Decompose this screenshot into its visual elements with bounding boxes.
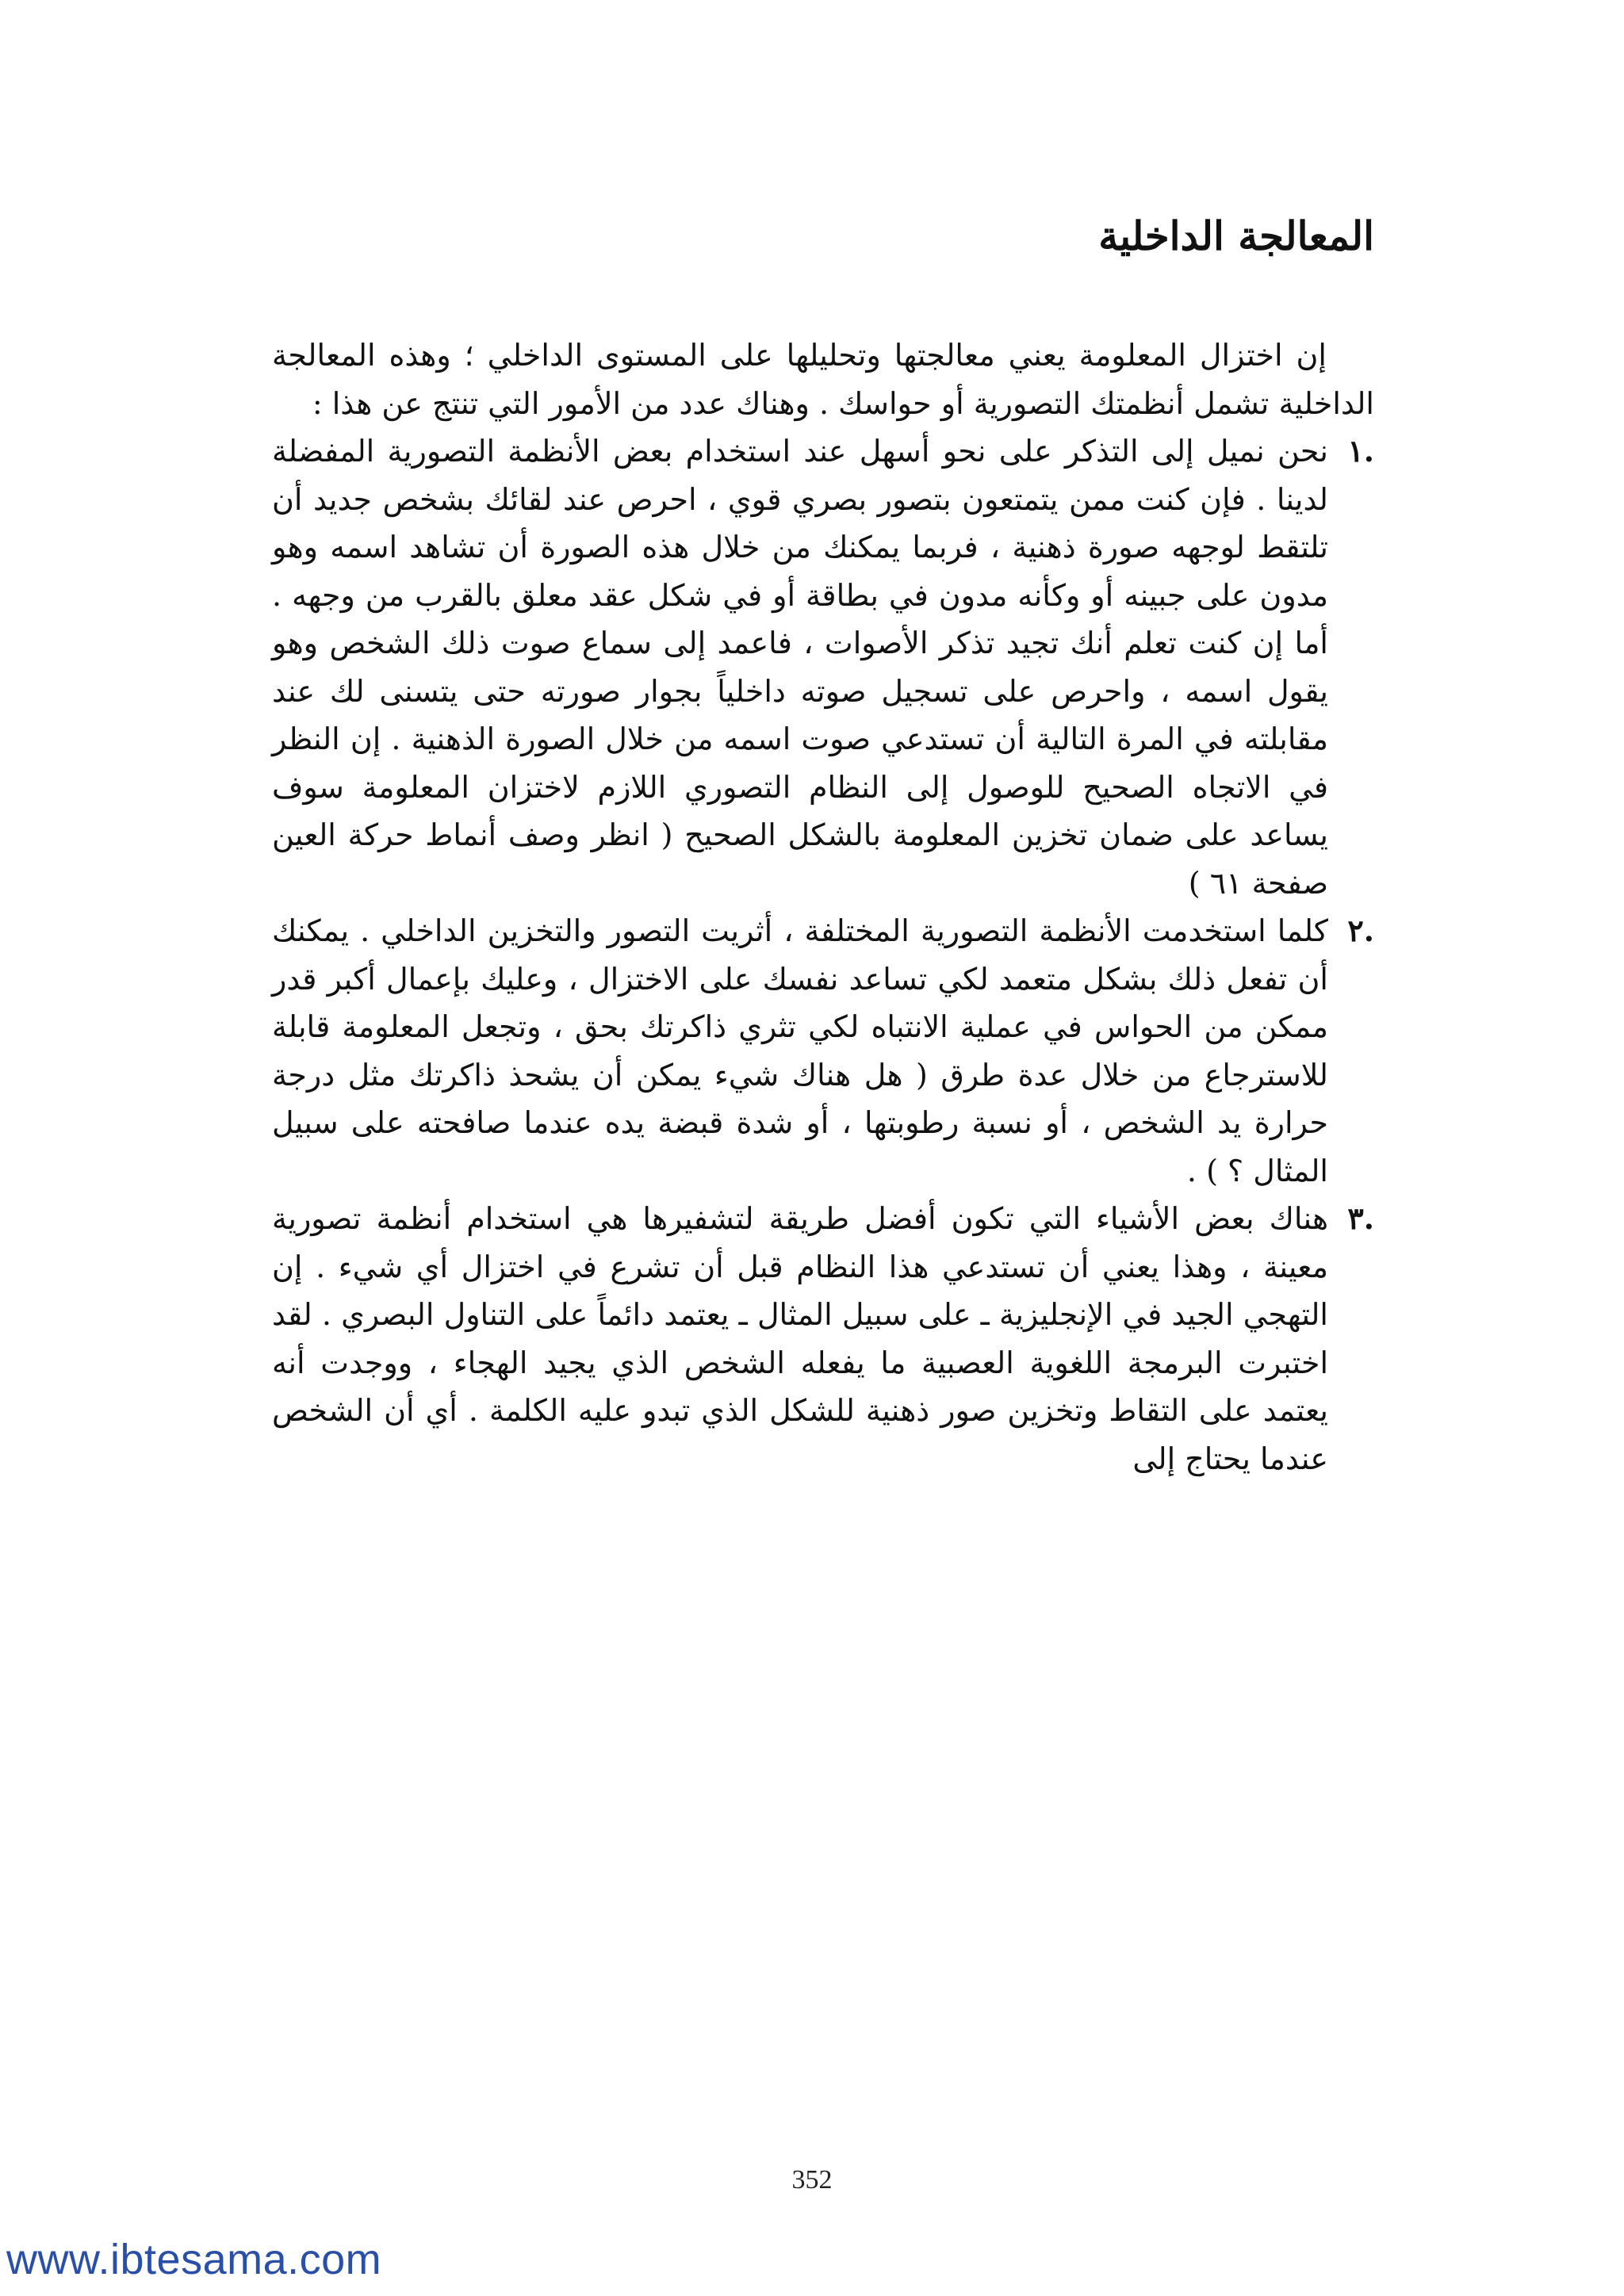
list-item xyxy=(272,907,1374,1195)
list-item-number: .٣ xyxy=(1347,1200,1374,1236)
list-item-number: .١ xyxy=(1347,433,1374,469)
list-item xyxy=(272,1195,1374,1483)
list-item xyxy=(272,427,1374,907)
body-text xyxy=(272,331,1374,1483)
list-item-text: هناك بعض الأشياء التي تكون أفضل طريقة لتشفيرها هي استخدام أنظمة تصورية معينة ، وهذا يعني أن تستدعي هذا النظام قبل أن تشرع في اختزال أي شيء . إن التهجي الجيد في الإنجليزية ـ على سبيل المثال ـ يعتمد دائماً على التناول البصري . لقد اختبرت البرمجة اللغوية العصبية ما يفعله الشخص الذي يجيد الهجاء ، ووجدت أنه يعتمد على التقاط وتخزين صور ذهنية للشكل الذي تبدو عليه الكلمة . أي أن الشخص عندما يحتاج إلى xyxy=(272,1201,1328,1476)
intro-paragraph: إن اختزال المعلومة يعني معالجتها وتحليلها على المستوى الداخلي ؛ وهذه المعالجة الداخلية تشمل أنظمتك التصورية أو حواسك . وهناك عدد من الأمور التي تنتج عن هذا : xyxy=(272,338,1374,421)
list-item-text: نحن نميل إلى التذكر على نحو أسهل عند استخدام بعض الأنظمة التصورية المفضلة لدينا . فإن كنت ممن يتمتعون بتصور بصري قوي ، احرص عند لقائك بشخص جديد أن تلتقط لوجهه صورة ذهنية ، فربما يمكنك من خلال هذه الصورة أن تشاهد اسمه وهو مدون على جبينه أو وكأنه مدون في بطاقة أو في شكل عقد معلق بالقرب من وجهه . أما إن كنت تعلم أنك تجيد تذكر الأصوات ، فاعمد إلى سماع صوت ذلك الشخص وهو يقول اسمه ، واحرص على تسجيل صوته داخلياً بجوار صورته حتى يتسنى لك عند مقابلته في المرة التالية أن تستدعي صوت اسمه من خلال الصورة الذهنية . إن النظر في الاتجاه الصحيح للوصول إلى النظام التصوري اللازم لاختزان المعلومة سوف يساعد على ضمان تخزين المعلومة بالشكل الصحيح ( انظر وصف أنماط حركة العين صفحة ٦١ ) xyxy=(272,434,1328,901)
list-item-number: .٢ xyxy=(1347,913,1374,948)
list-item-text: كلما استخدمت الأنظمة التصورية المختلفة ، أثريت التصور والتخزين الداخلي . يمكنك أن تفعل ذلك بشكل متعمد لكي تساعد نفسك على الاختزال ، وعليك بإعمال أكبر قدر ممكن من الحواس في عملية الانتباه لكي تثري ذاكرتك بحق ، وتجعل المعلومة قابلة للاسترجاع من خلال عدة طرق ( هل هناك شيء يمكن أن يشحذ ذاكرتك مثل درجة حرارة يد الشخص ، أو نسبة رطوبتها ، أو شدة قبضة يده عندما صافحته على سبيل المثال ؟ ) . xyxy=(272,913,1328,1188)
section-heading: المعالجة الداخلية xyxy=(1098,212,1374,259)
watermark-url: www.ibtesama.com xyxy=(6,2236,382,2283)
page-number: 352 xyxy=(791,2165,833,2195)
